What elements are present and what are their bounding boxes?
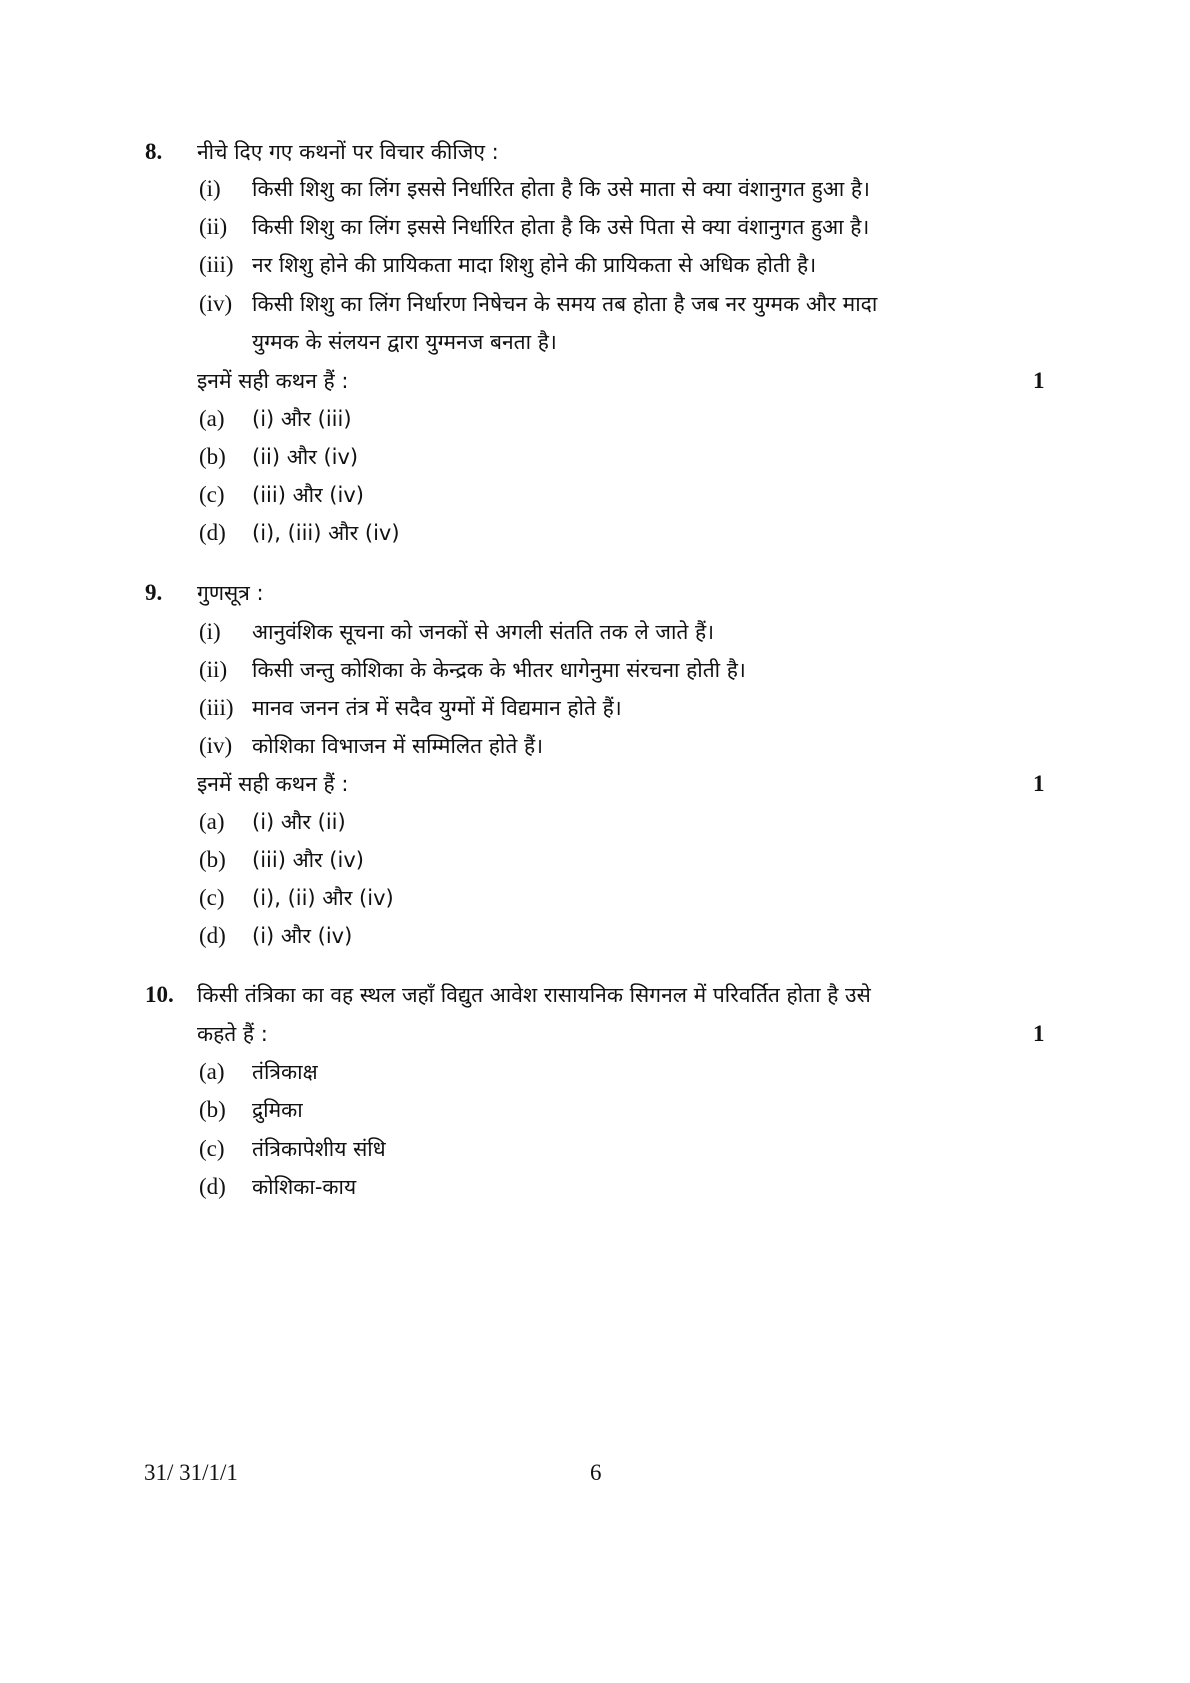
option-text: (iii) और (iv): [252, 848, 364, 872]
option-text: द्रुमिका: [252, 1098, 303, 1122]
statement-label: (i): [199, 176, 221, 201]
statement-label: (iii): [199, 695, 234, 720]
statement-text: किसी शिशु का लिंग निर्धारण निषेचन के समय तब होता है जब नर युग्मक और मादा: [252, 292, 878, 316]
statement-text: किसी शिशु का लिंग इससे निर्धारित होता है कि उसे पिता से क्या वंशानुगत हुआ है।: [252, 215, 870, 239]
statement-text: आनुवंशिक सूचना को जनकों से अगली संतति तक ले जाते हैं।: [252, 620, 715, 644]
marks: 1: [1033, 771, 1045, 796]
question-prompt: इनमें सही कथन हैं :: [197, 369, 349, 393]
statement-text-continued: युग्मक के संलयन द्वारा युग्मनज बनता है।: [252, 330, 557, 354]
statement-label: (i): [199, 619, 221, 644]
option-text: (i), (ii) और (iv): [252, 886, 394, 910]
option-text: (iii) और (iv): [252, 483, 364, 507]
option-label: (a): [199, 809, 225, 834]
paper-code: 31/ 31/1/1: [144, 1460, 238, 1485]
option-text: कोशिका-काय: [252, 1175, 357, 1199]
option-text: (i) और (iii): [252, 407, 352, 431]
option-label: (c): [199, 482, 225, 507]
page-number: 6: [590, 1460, 602, 1485]
statement-label: (ii): [199, 657, 228, 682]
option-label: (b): [199, 1097, 226, 1122]
option-text: तंत्रिकाक्ष: [252, 1060, 318, 1084]
question-number: 8.: [145, 139, 163, 164]
statement-label: (ii): [199, 214, 228, 239]
question-stem: नीचे दिए गए कथनों पर विचार कीजिए :: [197, 140, 499, 164]
option-label: (b): [199, 847, 226, 872]
option-label: (c): [199, 1136, 225, 1161]
statement-text: नर शिशु होने की प्रायिकता मादा शिशु होने की प्रायिकता से अधिक होती है।: [252, 253, 817, 277]
option-label: (c): [199, 885, 225, 910]
question-stem-continued: कहते हैं :: [197, 1022, 268, 1046]
option-text: (i) और (ii): [252, 810, 346, 834]
option-text: (i), (iii) और (iv): [252, 521, 400, 545]
question-prompt: इनमें सही कथन हैं :: [197, 772, 349, 796]
statement-text: किसी शिशु का लिंग इससे निर्धारित होता है कि उसे माता से क्या वंशानुगत हुआ है।: [252, 177, 870, 201]
option-label: (d): [199, 1174, 226, 1199]
question-stem: किसी तंत्रिका का वह स्थल जहाँ विद्युत आवेश रासायनिक सिगनल में परिवर्तित होता है उसे: [197, 983, 871, 1007]
option-label: (d): [199, 520, 226, 545]
option-text: तंत्रिकापेशीय संधि: [252, 1137, 386, 1161]
statement-text: किसी जन्तु कोशिका के केन्द्रक के भीतर धागेनुमा संरचना होती है।: [252, 658, 746, 682]
option-label: (b): [199, 444, 226, 469]
statement-label: (iii): [199, 252, 234, 277]
question-number: 9.: [145, 580, 163, 605]
option-text: (i) और (iv): [252, 924, 353, 948]
marks: 1: [1033, 1021, 1045, 1046]
option-label: (d): [199, 923, 226, 948]
statement-text: कोशिका विभाजन में सम्मिलित होते हैं।: [252, 734, 544, 758]
option-text: (ii) और (iv): [252, 445, 359, 469]
question-stem: गुणसूत्र :: [197, 581, 264, 605]
statement-text: मानव जनन तंत्र में सदैव युग्मों में विद्यमान होते हैं।: [252, 696, 622, 720]
option-label: (a): [199, 1059, 225, 1084]
statement-label: (iv): [199, 733, 233, 758]
question-number: 10.: [145, 982, 174, 1007]
option-label: (a): [199, 406, 225, 431]
marks: 1: [1033, 368, 1045, 393]
statement-label: (iv): [199, 291, 233, 316]
